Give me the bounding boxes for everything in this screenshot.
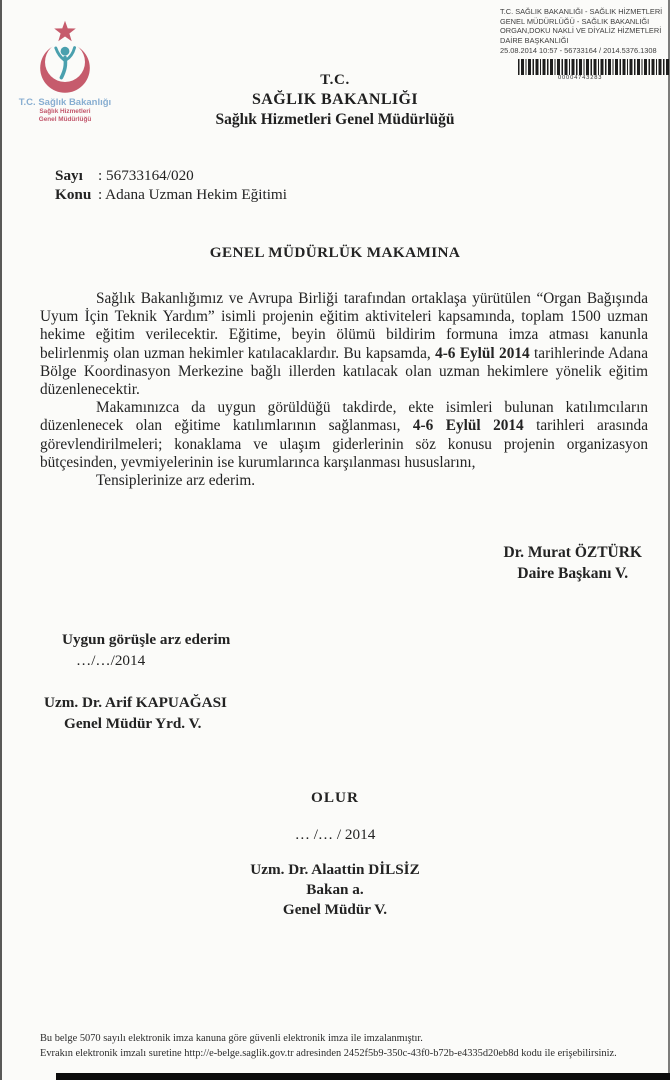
paragraph-2 [40, 399, 648, 472]
olur-title: Genel Müdür V. [282, 901, 388, 918]
konu-value: : Adana Uzman Hekim Eğitimi [98, 186, 287, 203]
registration-stamp [500, 7, 670, 82]
closing-line: Tensiplerinize arz ederim. [96, 472, 256, 490]
letterhead-directorate: Sağlık Hizmetleri Genel Müdürlüğü [215, 111, 455, 128]
document-meta [55, 166, 287, 204]
footer-line: Bu belge 5070 sayılı elektronik imza kanuna göre güvenli elektronik imza ile imzalanmıştır. [40, 1033, 423, 1044]
logo-title: T.C. Sağlık Bakanlığı [18, 97, 112, 108]
stamp-date-line: 25.08.2014 10:57 - 56733164 / 2014.5376.1308 [500, 45, 657, 55]
logo-subtitle: Genel Müdürlüğü [38, 115, 92, 123]
signer-title: Daire Başkanı V. [517, 565, 629, 582]
olur-date: … /… / 2014 [294, 826, 376, 843]
stamp-line: DAİRE BAŞKANLIĞI [500, 36, 569, 46]
stamp-line: ORGAN,DOKU NAKLİ VE DİYALİZ HİZMETLERİ [500, 26, 662, 36]
letterhead [0, 72, 670, 129]
sayi-label: Sayı [55, 167, 83, 184]
addressee-heading: GENEL MÜDÜRLÜK MAKAMINA [209, 244, 461, 261]
letter-body [40, 290, 648, 490]
barcode-number: 00004743283 [558, 74, 603, 81]
e-signature-footer [40, 1031, 617, 1061]
signature-block-right [504, 542, 643, 584]
scan-edge-bottom [56, 1073, 670, 1080]
olur-heading: OLUR [311, 789, 359, 806]
paragraph-2-text: Makamınızca da uygun görüldüğü takdirde, ekte isimleri bulunan katılımcıların düzenlenecek olan eğitime katılımlarının sağlanması, [40, 399, 648, 435]
olur-name: Uzm. Dr. Alaattin DİLSİZ [250, 861, 420, 878]
signer-name: Dr. Murat ÖZTÜRK [503, 544, 642, 561]
konu-label: Konu [55, 186, 92, 203]
approval-phrase: Uygun görüşle arz ederim [62, 631, 231, 648]
paragraph-1-date: 4-6 Eylül 2014 [435, 344, 530, 362]
scan-edge-left [0, 0, 2, 1080]
approval-date: …/…/2014 [76, 652, 146, 669]
sayi-row [55, 166, 287, 185]
paragraph-1 [40, 290, 648, 399]
stamp-line: GENEL MÜDÜRLÜĞÜ - SAĞLIK BAKANLIĞI [500, 16, 650, 26]
letterhead-tc: T.C. [320, 72, 350, 88]
paragraph-1-text: Sağlık Bakanlığımız ve Avrupa Birliği tarafından ortaklaşa yürütülen “Organ Bağışında Uyum İçin Teknik Yardım” isimli projenin eğitim aktiviteleri kapsamında, toplam 1500 uzman hekime eğitim verilecektir. Eğitime, beyin ölümü bildirim formuna imza atması kanunla belirlenmiş olan uzman hekimler katılacaklardır. Bu kapsamda, [40, 290, 648, 362]
footer-line: Evrakın elektronik imzalı suretine http://e-belge.saglik.gov.tr adresinden 2452f5b9-350c-43f0-b72b-e4335d20eb8d kodu ile erişebilirsiniz. [40, 1048, 617, 1060]
paragraph-2-date: 4-6 Eylül 2014 [412, 417, 524, 435]
paragraph-1-text: tarihlerinde Adana Bölge Koordinasyon Merkezine bağlı illerden katılacak olan uzman hekimlere yönelik eğitim düzenlenecektir. [40, 344, 648, 399]
approver-name: Uzm. Dr. Arif KAPUAĞASI [44, 694, 227, 711]
sayi-value: : 56733164/020 [98, 167, 194, 184]
stamp-line: T.C. SAĞLIK BAKANLIĞI - SAĞLIK HİZMETLERİ [500, 7, 663, 16]
paragraph-2-text: tarihleri arasında görevlendirilmeleri; konaklama ve ulaşım giderlerinin söz konusu projenin organizasyon bütçesinden, yevmiyelerinin ise kurumlarınca karşılanması hususlarını, [40, 417, 648, 471]
olur-on-behalf: Bakan a. [306, 881, 364, 898]
konu-row [55, 185, 287, 204]
logo-subtitle: Sağlık Hizmetleri [39, 108, 91, 115]
letterhead-ministry: SAĞLIK BAKANLIĞI [252, 91, 418, 108]
approver-title: Genel Müdür Yrd. V. [64, 715, 202, 732]
